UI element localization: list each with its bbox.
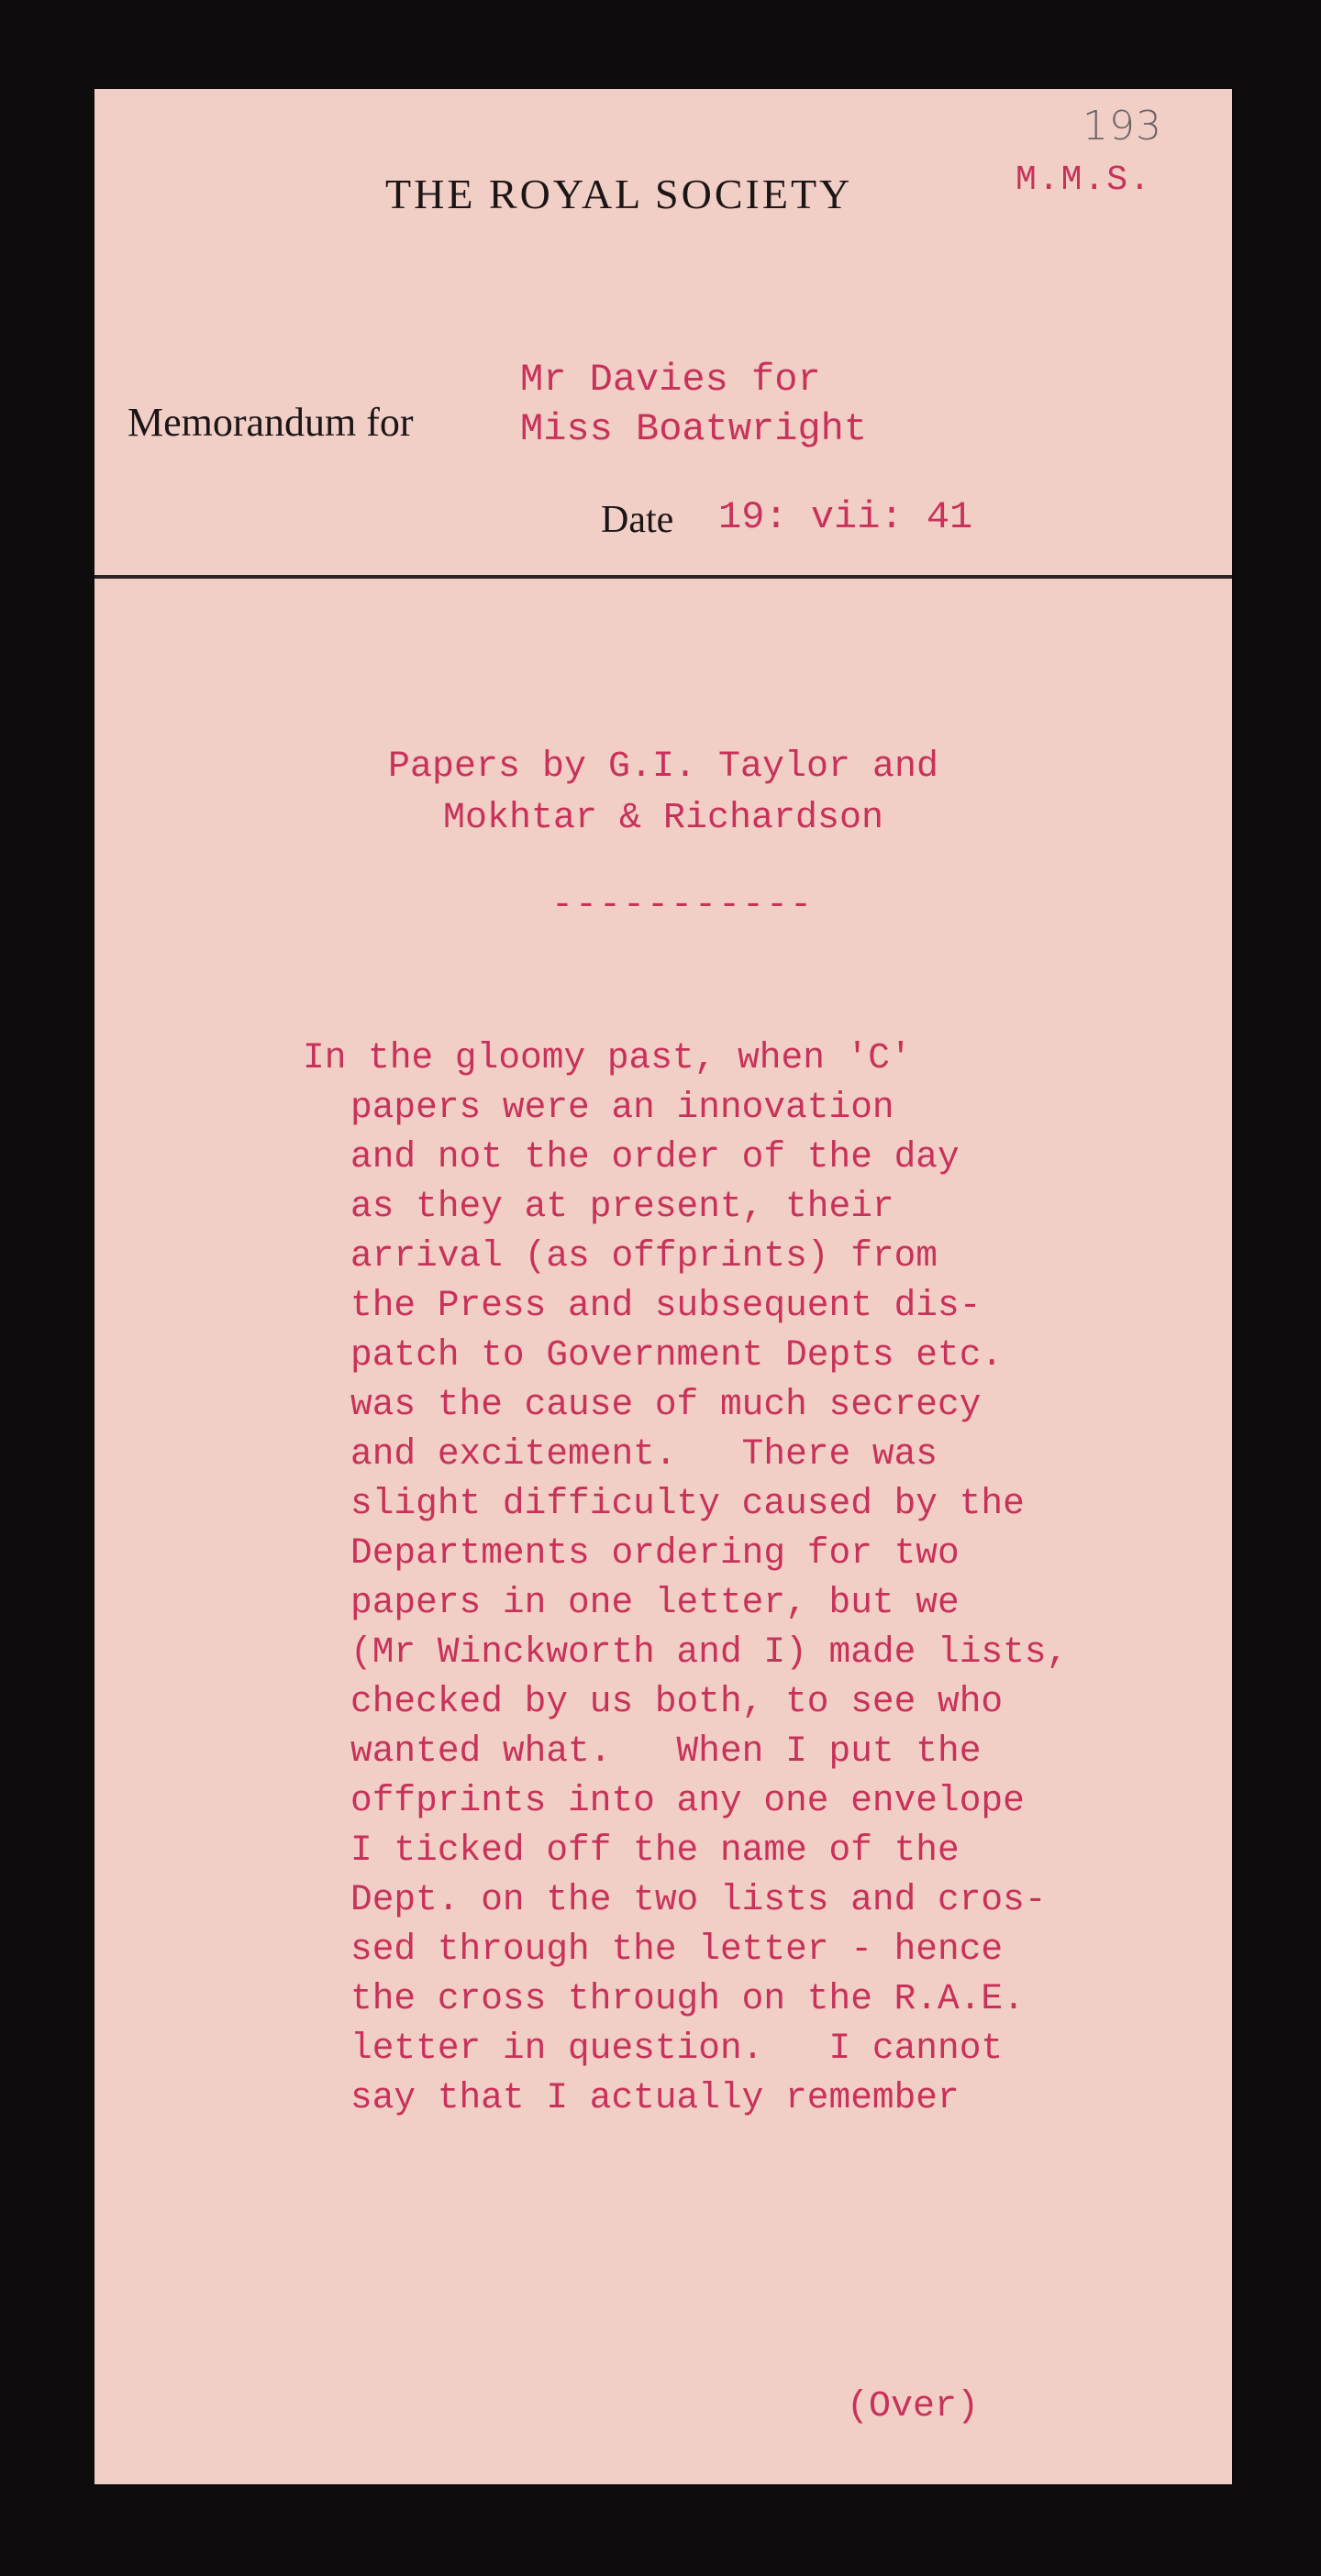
body-line: arrival (as offprints) from [350,1235,938,1277]
body-line: In the gloomy past, when 'C' [303,1037,912,1078]
body-line: the Press and subsequent dis- [350,1285,982,1326]
organization-title: THE ROYAL SOCIETY [385,171,853,217]
body-line: Departments ordering for two [350,1532,960,1574]
subject-heading [94,742,1232,845]
subject-separator: ----------- [551,885,815,926]
continuation-note: (Over) [847,2386,980,2427]
subject-line-1: Papers by G.I. Taylor and [387,746,939,788]
body-line: (Mr Winckworth and I) made lists, [350,1631,1069,1673]
subject-line-2: Mokhtar & Richardson [442,798,884,839]
body-line: checked by us both, to see who [350,1681,1004,1722]
body-line: and excitement. There was [350,1433,938,1475]
body-line: the cross through on the R.A.E. [350,1978,1025,2019]
folio-number: 193 [1082,103,1162,149]
body-line: offprints into any one envelope [350,1780,1025,1821]
body-line: and not the order of the day [350,1136,960,1177]
body-line: slight difficulty caused by the [350,1483,1025,1524]
recipient-line-1: Mr Davies for [520,358,821,402]
body-line: as they at present, their [350,1186,894,1227]
date-label: Date [601,499,674,541]
body-line: sed through the letter - hence [350,1929,1004,1970]
body-line: letter in question. I cannot [350,2028,1004,2069]
header-divider [94,575,1232,579]
recipient-line-2: Miss Boatwright [520,407,868,451]
body-line: papers were an innovation [350,1087,894,1128]
body-line: I ticked off the name of the [350,1830,960,1871]
body-line: was the cause of much secrecy [350,1384,982,1425]
memorandum-label: Memorandum for [128,400,414,445]
body-line: wanted what. When I put the [350,1730,982,1772]
memo-body [303,1034,1068,2123]
body-line: papers in one letter, but we [350,1582,960,1623]
body-line: patch to Government Depts etc. [350,1334,1004,1376]
memorandum-sheet [94,89,1232,2484]
recipient-block [520,355,867,454]
body-line: say that I actually remember [350,2077,960,2118]
initials-stamp: M.M.S. [1016,160,1152,200]
date-value: 19: vii: 41 [718,495,973,539]
body-line: Dept. on the two lists and cros- [350,1879,1047,1920]
